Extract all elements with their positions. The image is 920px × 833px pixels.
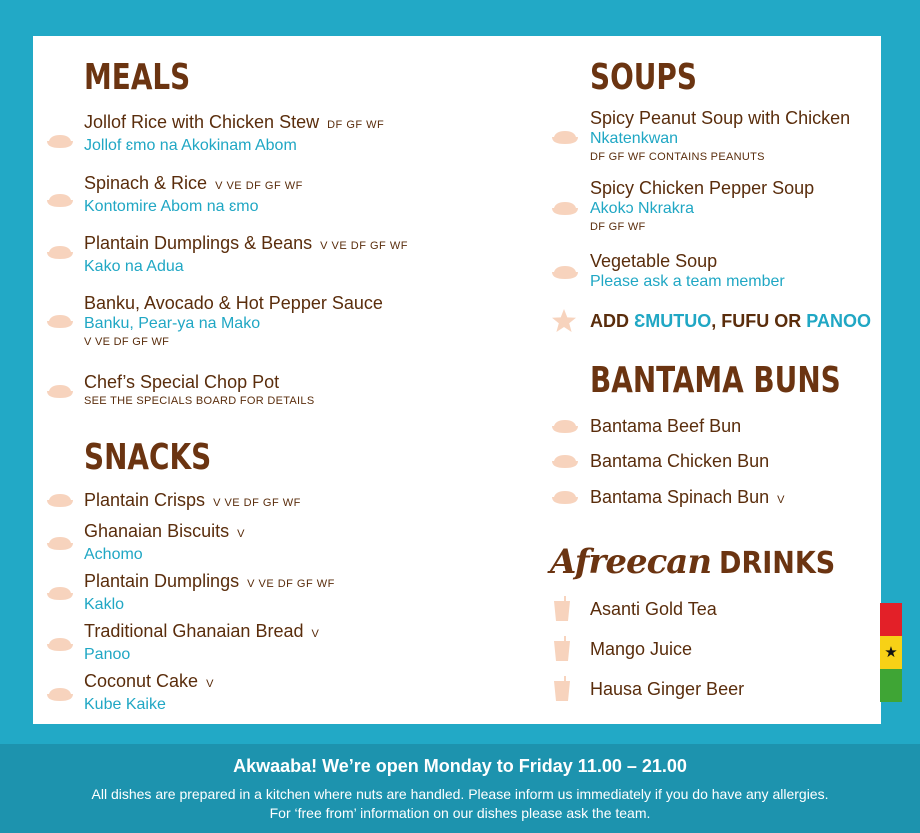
menu-item: Bantama Beef Bun: [590, 416, 742, 436]
menu-item: Plantain Dumplings V VE DF GF WF Kaklo: [84, 571, 335, 613]
soups-heading: SOUPS: [590, 56, 697, 98]
bowl-icon: [45, 244, 75, 260]
menu-item: Banku, Avocado & Hot Pepper Sauce Banku, Pear-ya na Mako V VE DF GF WF: [84, 293, 383, 348]
bowl-icon: [45, 492, 75, 508]
menu-item: Bantama Chicken Bun: [590, 451, 770, 471]
footer: [0, 744, 920, 833]
buns-heading: BANTAMA BUNS: [590, 359, 841, 401]
add-sides-note: ADD ƐMUTUO, FUFU OR PANOO: [590, 311, 871, 331]
bowl-icon: [550, 489, 580, 505]
menu-item: Traditional Ghanaian Bread V Panoo: [84, 621, 320, 663]
flag-star-icon: ★: [880, 636, 902, 669]
menu-item: Asanti Gold Tea: [590, 599, 717, 619]
free-from-notice: For ‘free from’ information on our dishes please ask the team.: [269, 805, 651, 821]
menu-item: Spinach & Rice V VE DF GF WF Kontomire Abom na ɛmo: [84, 173, 303, 215]
bowl-icon: [45, 383, 75, 399]
menu-item: Vegetable Soup Please ask a team member: [590, 251, 785, 290]
bowl-icon: [45, 636, 75, 652]
bowl-icon: [550, 200, 580, 216]
menu-item: Ghanaian Biscuits V Achomo: [84, 521, 245, 563]
menu-item: Plantain Crisps V VE DF GF WF: [84, 490, 301, 510]
bowl-icon: [550, 264, 580, 280]
bowl-icon: [550, 418, 580, 434]
menu-item: Spicy Chicken Pepper Soup Akokɔ Nkrakra DF GF WF: [590, 178, 815, 233]
menu-item: Chef’s Special Chop Pot SEE THE SPECIALS BOARD FOR DETAILS: [84, 372, 315, 407]
menu-item: Spicy Peanut Soup with Chicken Nkatenkwan DF GF WF CONTAINS PEANUTS: [590, 108, 851, 163]
menu-item: Bantama Spinach Bun V: [590, 487, 785, 507]
menu-item: Coconut Cake V Kube Kaike: [84, 671, 214, 713]
bowl-icon: [45, 535, 75, 551]
snacks-heading: SNACKS: [84, 436, 212, 478]
bowl-icon: [45, 686, 75, 702]
cup-icon: [553, 596, 571, 622]
bowl-icon: [45, 313, 75, 329]
bowl-icon: [550, 453, 580, 469]
menu-item: Mango Juice: [590, 639, 693, 659]
ghana-flag: [880, 603, 902, 702]
drinks-heading: Afreecan DRINKS: [550, 542, 836, 582]
bowl-icon: [550, 129, 580, 145]
allergy-notice: All dishes are prepared in a kitchen where nuts are handled. Please inform us immediately if you do have any allergies.: [91, 786, 829, 802]
cup-icon: [553, 636, 571, 662]
bowl-icon: [45, 585, 75, 601]
cup-icon: [553, 676, 571, 702]
opening-hours: Akwaaba! We’re open Monday to Friday 11.00 – 21.00: [233, 756, 687, 776]
bowl-icon: [45, 192, 75, 208]
menu-item: Plantain Dumplings & Beans V VE DF GF WF Kako na Adua: [84, 233, 408, 275]
star-icon: [551, 308, 577, 334]
menu-item: Jollof Rice with Chicken Stew DF GF WF Jollof ɛmo na Akokinam Abom: [84, 112, 385, 154]
meals-heading: MEALS: [84, 56, 191, 98]
menu-item: Hausa Ginger Beer: [590, 679, 745, 699]
bowl-icon: [45, 133, 75, 149]
